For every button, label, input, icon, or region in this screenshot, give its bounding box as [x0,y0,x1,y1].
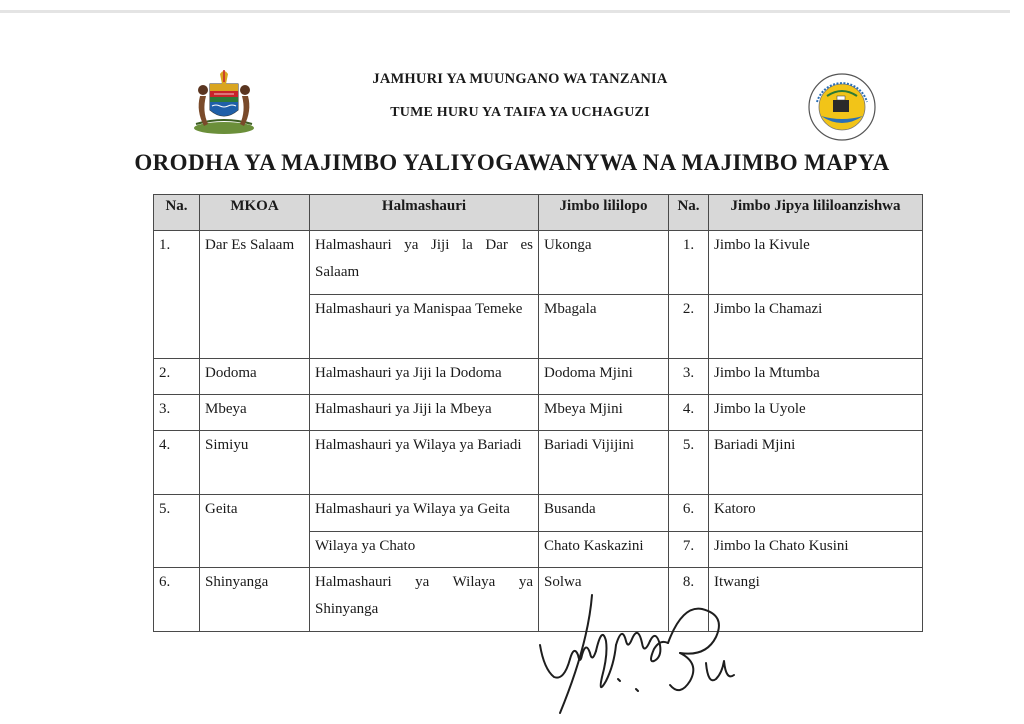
cell-mkoa: Mbeya [200,395,310,431]
cell-na-2: 3. [669,359,709,395]
cell-na-2: 8. [669,568,709,632]
cell-na: 5. [154,495,200,568]
cell-na: 4. [154,431,200,495]
cell-jipya: Jimbo la Chamazi [709,295,923,359]
cell-jimbo: Dodoma Mjini [539,359,669,395]
cell-na-2: 2. [669,295,709,359]
cell-halmashauri: Halmashauri ya Jiji la Mbeya [310,395,539,431]
cell-jimbo: Solwa [539,568,669,632]
table-row [154,359,923,395]
table-row [154,431,923,495]
cell-jimbo: Ukonga [539,231,669,295]
cell-na: 6. [154,568,200,632]
cell-halmashauri: Wilaya ya Chato [310,532,539,568]
republic-name: JAMHURI YA MUUNGANO WA TANZANIA [372,71,668,87]
cell-jipya: Jimbo la Mtumba [709,359,923,395]
constituencies-table [153,194,923,632]
commission-name: TUME HURU YA TAIFA YA UCHAGUZI [390,105,650,120]
cell-na-2: 5. [669,431,709,495]
cell-na: 1. [154,231,200,359]
table-row [154,231,923,295]
cell-jipya: Jimbo la Kivule [709,231,923,295]
header-jimbo-lililopo: Jimbo lililopo [539,195,669,231]
header-jimbo-jipya: Jimbo Jipya lililoanzishwa [709,195,923,231]
table-row [154,495,923,532]
cell-halmashauri: Halmashauri ya Wilaya ya Bariadi [310,431,539,495]
table-row [154,395,923,431]
table-header-row [154,195,923,231]
signature-icon [530,585,760,724]
cell-jipya: Itwangi [709,568,923,632]
cell-jimbo: Mbagala [539,295,669,359]
cell-jipya: Bariadi Mjini [709,431,923,495]
cell-mkoa: Dar Es Salaam [200,231,310,359]
cell-halmashauri: Halmashauri ya Wilaya ya Geita [310,495,539,532]
cell-jipya: Jimbo la Uyole [709,395,923,431]
cell-halmashauri: Halmashauri ya Manispaa Temeke [310,295,539,359]
cell-jimbo: Busanda [539,495,669,532]
header-halmashauri: Halmashauri [310,195,539,231]
cell-jimbo: Mbeya Mjini [539,395,669,431]
cell-mkoa: Simiyu [200,431,310,495]
document-title: ORODHA YA MAJIMBO YALIYOGAWANYWA NA MAJIMBO MAPYA [134,150,890,175]
cell-jipya: Jimbo la Chato Kusini [709,532,923,568]
cell-na-2: 1. [669,231,709,295]
top-rule [0,10,1010,13]
cell-halmashauri: Halmashauri ya Jiji la Dar es Salaam [310,231,539,295]
cell-mkoa: Dodoma [200,359,310,395]
cell-na-2: 7. [669,532,709,568]
cell-halmashauri: Halmashauri ya Jiji la Dodoma [310,359,539,395]
cell-mkoa: Geita [200,495,310,568]
cell-mkoa: Shinyanga [200,568,310,632]
cell-na-2: 4. [669,395,709,431]
header-mkoa: MKOA [200,195,310,231]
cell-jimbo: Chato Kaskazini [539,532,669,568]
header-na: Na. [154,195,200,231]
header-na-2: Na. [669,195,709,231]
cell-jimbo: Bariadi Vijijini [539,431,669,495]
cell-jipya: Katoro [709,495,923,532]
cell-na: 3. [154,395,200,431]
cell-na-2: 6. [669,495,709,532]
cell-na: 2. [154,359,200,395]
cell-halmashauri: Halmashauri ya Wilaya ya Shinyanga [310,568,539,632]
